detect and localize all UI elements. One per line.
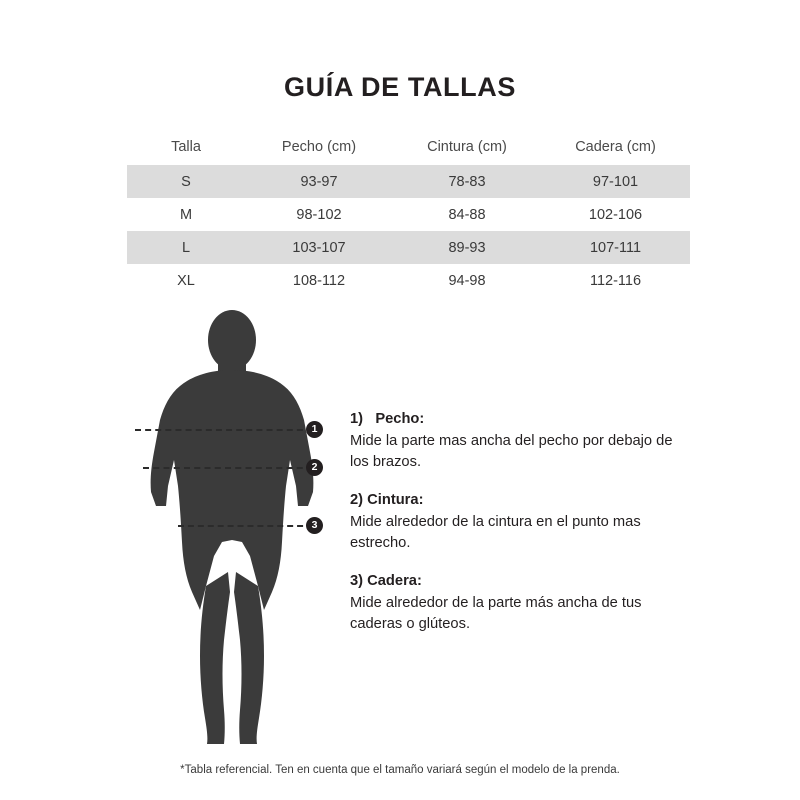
cell-pecho: 93-97 — [245, 165, 393, 198]
table-row — [127, 264, 690, 297]
cell-talla: L — [127, 231, 245, 264]
instructions-list — [350, 409, 680, 652]
table-row — [127, 165, 690, 198]
instruction-waist-name: Cintura — [367, 492, 419, 508]
instruction-waist-heading — [350, 490, 680, 511]
cell-cintura: 78-83 — [393, 165, 541, 198]
cell-pecho: 98-102 — [296, 206, 342, 223]
cell-cintura: 89-93 — [393, 231, 541, 264]
marker-1: 1 — [306, 421, 323, 438]
footnote: *Tabla referencial. Ten en cuenta que el tamaño variará según el modelo de la prenda. — [180, 764, 620, 776]
instruction-waist-colon: : — [418, 492, 424, 508]
instruction-hip-name: Cadera — [367, 573, 417, 589]
table-row — [127, 231, 690, 264]
page-title: GUÍA DE TALLAS — [284, 72, 516, 102]
chest-measure-line — [135, 429, 313, 431]
size-chart-table — [127, 129, 690, 297]
cell-cintura: 94-98 — [448, 272, 486, 289]
waist-measure-line — [143, 467, 313, 469]
instruction-hip — [350, 571, 680, 635]
instruction-chest-name: Pecho — [375, 411, 420, 427]
instruction-chest-text: Mide la parte mas ancha del pecho por debajo de los brazos. — [350, 433, 673, 470]
male-body-silhouette-icon — [110, 310, 370, 750]
marker-2: 2 — [306, 459, 323, 476]
cell-cadera: 112-116 — [589, 272, 642, 289]
cell-talla: M — [179, 206, 193, 223]
table-header-row — [127, 129, 690, 165]
cell-cadera: 107-111 — [541, 231, 690, 264]
body-figure — [110, 310, 370, 750]
column-header-cadera: Cadera (cm) — [575, 139, 656, 155]
instruction-chest — [350, 409, 680, 473]
instruction-waist — [350, 490, 680, 554]
cell-cadera: 97-101 — [541, 165, 690, 198]
bottom-strip — [0, 794, 800, 800]
cell-talla: XL — [177, 272, 195, 289]
cell-pecho: 103-107 — [245, 231, 393, 264]
column-header-talla: Talla — [171, 139, 201, 155]
column-header-pecho: Pecho (cm) — [281, 139, 357, 155]
hip-measure-line — [178, 525, 313, 527]
cell-cintura: 84-88 — [448, 206, 486, 223]
instruction-hip-text: Mide alrededor de la parte más ancha de tus caderas o glúteos. — [350, 595, 642, 632]
cell-cadera: 102-106 — [588, 206, 643, 223]
column-header-cintura: Cintura (cm) — [427, 139, 507, 155]
instruction-waist-text: Mide alrededor de la cintura en el punto mas estrecho. — [350, 514, 641, 551]
instruction-hip-colon: : — [416, 573, 422, 589]
table-row — [127, 198, 690, 231]
instruction-chest-heading — [350, 409, 680, 430]
marker-3: 3 — [306, 517, 323, 534]
instruction-hip-number: 3) — [350, 573, 364, 589]
instruction-chest-number: 1) — [350, 411, 364, 427]
cell-pecho: 108-112 — [292, 272, 346, 289]
instruction-chest-colon: : — [419, 411, 425, 427]
instruction-waist-number: 2) — [350, 492, 364, 508]
cell-talla: S — [127, 165, 245, 198]
instruction-hip-heading — [350, 571, 680, 592]
